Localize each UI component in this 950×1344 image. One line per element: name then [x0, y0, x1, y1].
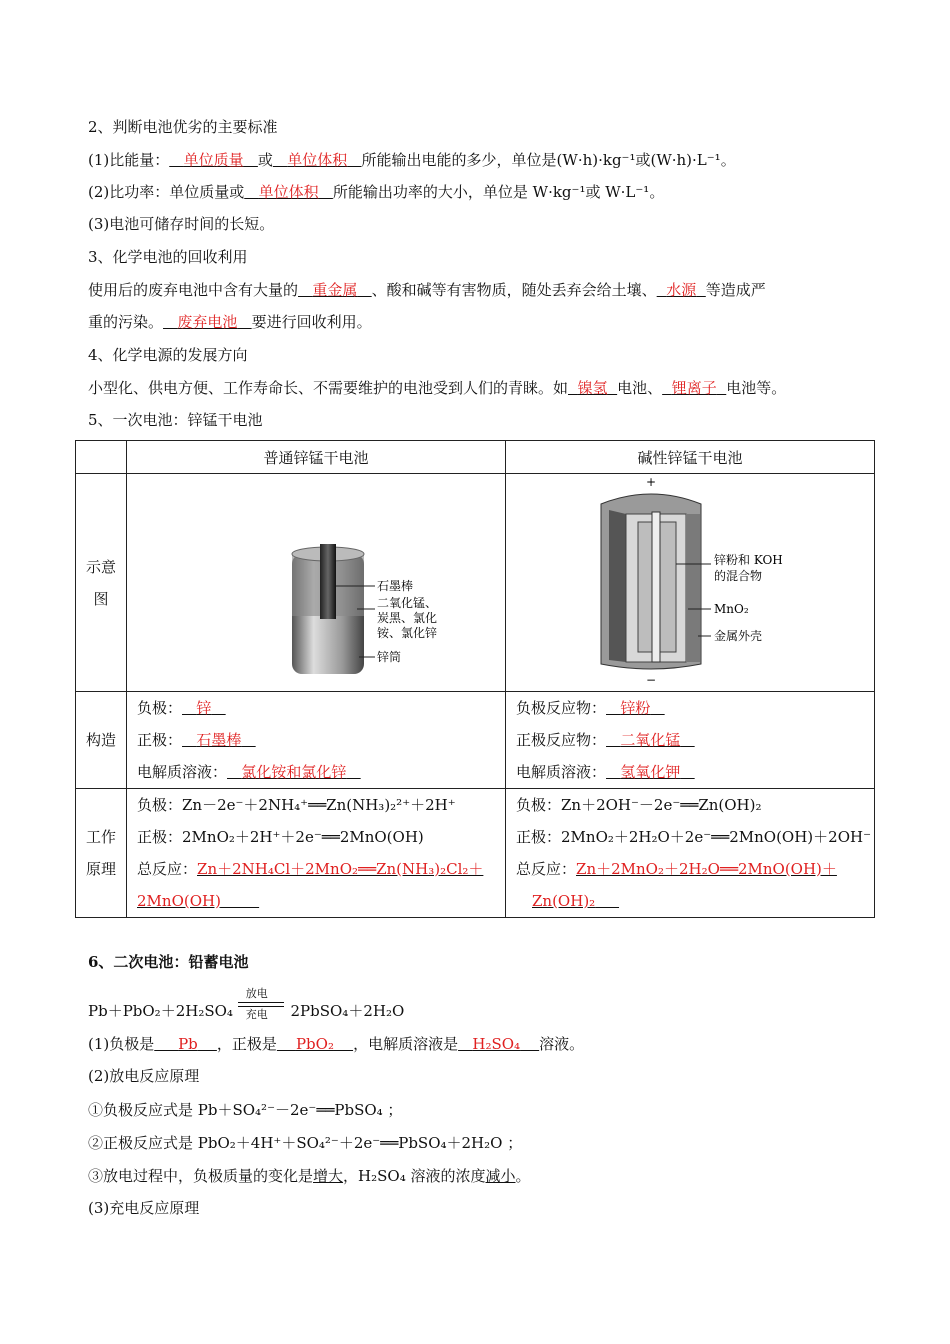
answer-blank: 锂离子: [671, 379, 717, 397]
label-mno2-3: 铵、氯化锌: [377, 626, 438, 640]
label-plus: +: [646, 475, 657, 489]
answer-blank: 镍氢: [577, 379, 608, 397]
section-3-heading: 3、化学电池的回收利用: [88, 248, 248, 266]
text: 、酸和碱等有害物质，随处丢弃会给土壤、: [371, 281, 657, 299]
label-mno2: MnO₂: [714, 602, 749, 616]
text: 所能输出功率的大小，单位是 W·kg⁻¹或 W·L⁻¹。: [332, 183, 665, 201]
text: 所能输出电能的多少，单位是(W·h)·kg⁻¹或(W·h)·L⁻¹。: [361, 151, 736, 169]
col-header-alkaline: 碱性锌锰干电池: [506, 441, 875, 474]
text: 等造成严: [705, 281, 766, 299]
row-head-principle: 工作原理: [76, 789, 127, 918]
col-header-ordinary: 普通锌锰干电池: [127, 441, 506, 474]
principle-ordinary: 负极：Zn－2e⁻＋2NH₄⁺══Zn(NH₃)₂²⁺＋2H⁺ 正极：2MnO₂＋2H⁺＋2e⁻══2MnO(OH) 总反应：Zn＋2NH₄Cl＋2MnO₂══Zn(NH₃)₂Cl₂＋ 2MnO(OH): [127, 789, 506, 918]
label-graphite-rod: 石墨棒: [377, 579, 414, 593]
s6-line-1: (1)负极是 Pb ，正极是 PbO₂ ，电解质溶液是 H₂SO₄ 溶液。: [88, 1035, 585, 1053]
structure-alkaline: 负极反应物： 锌粉 正极反应物： 二氧化锰 电解质溶液： 氢氧化钾: [506, 692, 875, 789]
battery-comparison-table: [75, 440, 875, 918]
answer-blank: 单位体积: [287, 151, 348, 169]
row-head-structure: 构造: [76, 692, 127, 789]
principle-alkaline: 负极：Zn＋2OH⁻－2e⁻══Zn(OH)₂ 正极：2MnO₂＋2H₂O＋2e⁻══2MnO(OH)＋2OH⁻ 总反应：Zn＋2MnO₂＋2H₂O══2MnO(OH)＋ Zn(OH)₂: [506, 789, 875, 918]
s6-line-3: ①负极反应式是 Pb＋SO₄²⁻－2e⁻══PbSO₄ ；: [88, 1101, 403, 1119]
text: 或: [257, 151, 273, 169]
s6-line-4: ②正极反应式是 PbO₂＋4H⁺＋SO₄²⁻＋2e⁻══PbSO₄＋2H₂O ；: [88, 1134, 523, 1152]
s4-line-1: [88, 378, 786, 398]
text: 电池、: [617, 379, 663, 397]
label-mno2-2: 炭黑、氯化: [377, 611, 438, 625]
text: 使用后的废弃电池中含有大量的: [88, 281, 299, 299]
section-6-heading: 6、二次电池：铅蓄电池: [88, 953, 249, 971]
s2-line-2: [88, 182, 664, 202]
s6-line-6: (3)充电反应原理: [88, 1199, 200, 1217]
s2-line-3: (3)电池可储存时间的长短。: [88, 215, 275, 233]
zinc-manganese-cell-diagram: [127, 474, 505, 690]
label-zn-koh-2: 的混合物: [714, 569, 763, 583]
label-mno2-1: 二氧化锰、: [377, 596, 438, 610]
section-5-heading: 5、一次电池：锌锰干电池: [88, 411, 263, 429]
label-minus: −: [646, 673, 657, 687]
lead-acid-equation: Pb＋PbO₂＋2H₂SO₄ 放电 充电 2PbSO₄＋2H₂O: [88, 987, 405, 1021]
text: 要进行回收利用。: [251, 313, 372, 331]
diagram-alkaline-cell: [506, 474, 875, 692]
text: 电池等。: [726, 379, 787, 397]
s3-line-2: [88, 312, 372, 332]
answer-blank: 单位质量: [183, 151, 244, 169]
s2-line-1: [88, 150, 736, 170]
label-zn-koh-1: 锌粉和 KOH: [714, 553, 783, 567]
section-4-heading: 4、化学电源的发展方向: [88, 346, 248, 364]
s6-line-5: ③放电过程中，负极质量的变化是增大，H₂SO₄ 溶液的浓度减小。: [88, 1167, 531, 1185]
answer-blank: 重金属: [312, 281, 358, 299]
diagram-ordinary-cell: [127, 474, 506, 692]
text: (1)比能量：: [88, 151, 170, 169]
reversible-arrow: 放电 充电: [238, 1002, 286, 1022]
row-head-diagram: 示意图: [76, 474, 127, 692]
alkaline-cell-diagram: [506, 474, 874, 690]
text: (2)比功率：单位质量或: [88, 183, 245, 201]
answer-blank: 水源: [666, 281, 697, 299]
answer-blank: 废弃电池: [177, 313, 238, 331]
structure-ordinary: 负极： 锌 正极： 石墨棒 电解质溶液： 氯化铵和氯化锌: [127, 692, 506, 789]
section-2-heading: 2、判断电池优劣的主要标准: [88, 118, 278, 136]
label-metal-shell: 金属外壳: [714, 629, 763, 643]
s6-line-2: (2)放电反应原理: [88, 1067, 200, 1085]
label-zinc-can: 锌筒: [377, 650, 402, 664]
s3-line-1: [88, 280, 766, 300]
text: 小型化、供电方便、工作寿命长、不需要维护的电池受到人们的青睐。如: [88, 379, 569, 397]
graphite-rod-shape: [320, 544, 336, 619]
table-corner: [76, 441, 127, 474]
text: 重的污染。: [88, 313, 164, 331]
answer-blank: 单位体积: [258, 183, 319, 201]
